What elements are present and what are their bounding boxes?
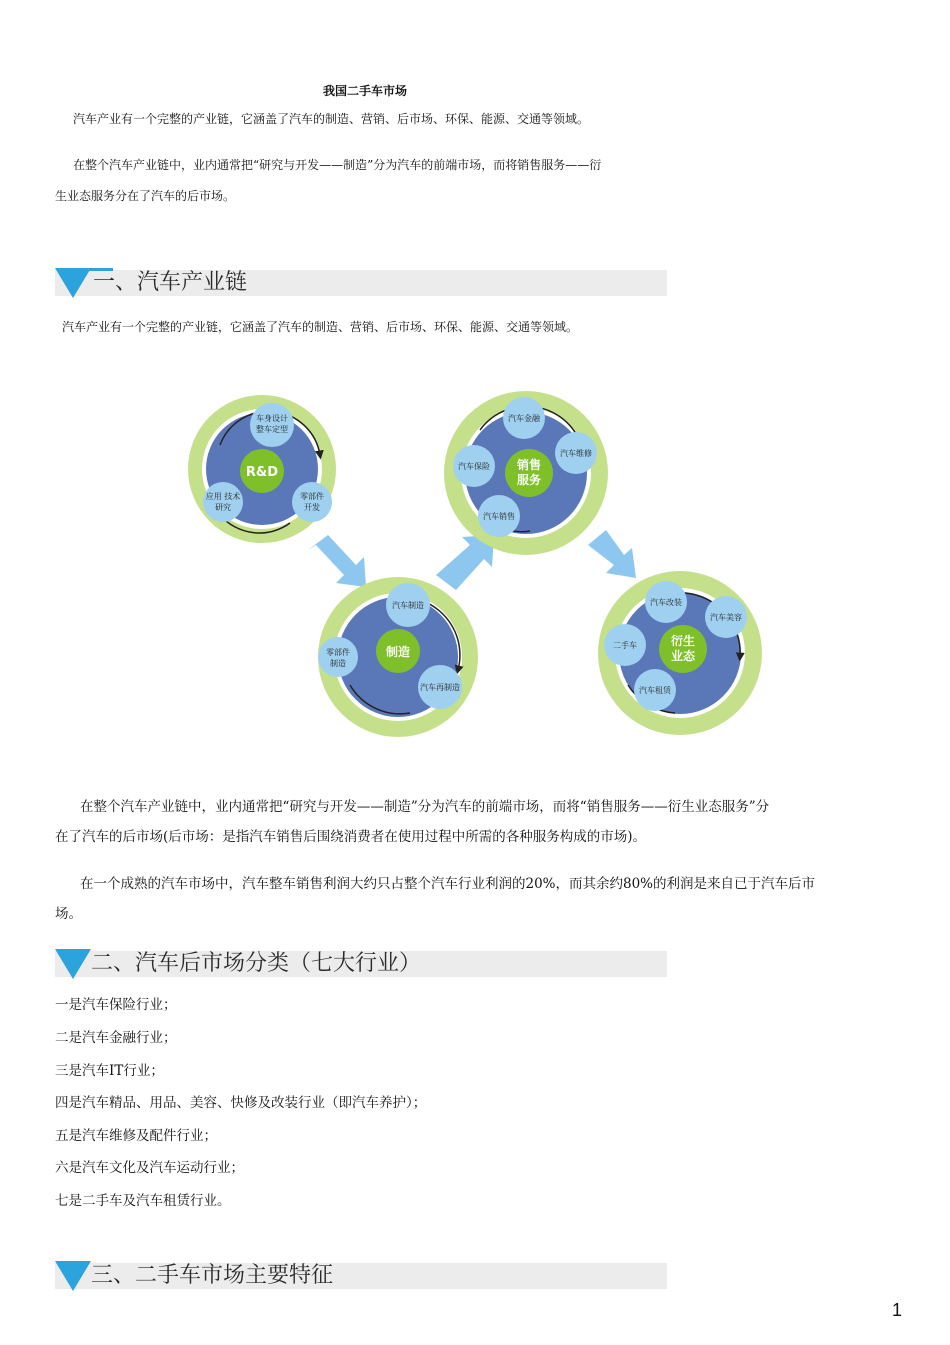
manufacturing-item-vehicle: 汽车制造 (392, 601, 424, 610)
sales-item-insurance: 汽车保险 (458, 462, 490, 471)
derived-item-modification: 汽车改装 (650, 598, 682, 607)
section-heading-2-text: 二、汽车后市场分类（七大行业） (91, 951, 422, 976)
section-heading-3 (55, 1261, 667, 1291)
rd-center-label: R&D (245, 465, 279, 480)
derived-center-line2: 业态 (670, 649, 696, 663)
manufacturing-center-label: 制造 (385, 645, 411, 659)
derived-business-circle (598, 571, 762, 735)
flow-arrow-rd-to-manufacturing (308, 535, 366, 587)
paragraph-2-line2: 在了汽车的后市场(后市场：是指汽车销售后围绕消费者在使用过程中所需的各种服务构成的市场)。 (55, 829, 647, 845)
list-item: 三是汽车IT行业； (55, 1063, 164, 1079)
section-heading-1 (55, 268, 667, 298)
list-item: 五是汽车维修及配件行业； (55, 1128, 217, 1144)
intro-paragraph-2-line1: 在整个汽车产业链中，业内通常把“研究与开发——制造”分为汽车的前端市场，而将销售服务——衍 (73, 158, 602, 172)
industry-chain-diagram (180, 385, 780, 745)
derived-item-rental: 汽车租赁 (639, 686, 671, 695)
derived-center-line1: 衍生 (670, 634, 696, 648)
derived-item-used-car: 二手车 (613, 641, 637, 650)
manufacturing-item-parts: 零部件 (326, 648, 350, 657)
derived-item-beauty: 汽车美容 (710, 613, 742, 622)
rd-item-research: 研究 (215, 503, 231, 512)
rd-item-body-design: 车身设计 (256, 414, 288, 423)
rd-circle (188, 395, 336, 543)
rd-item-parts: 零部件 (300, 492, 324, 501)
sales-service-circle (444, 391, 608, 555)
flow-arrow-sales-to-derived (588, 530, 636, 578)
sales-center-line1: 销售 (516, 458, 542, 472)
manufacturing-circle (318, 577, 478, 737)
manufacturing-item-parts-2: 制造 (330, 659, 346, 668)
rd-item-vehicle-finalize: 整车定型 (256, 425, 288, 434)
sales-item-repair: 汽车维修 (560, 449, 592, 458)
sales-item-sales: 汽车销售 (483, 512, 515, 521)
sales-item-finance: 汽车金融 (508, 414, 540, 423)
section-heading-3-text: 三、二手车市场主要特征 (91, 1263, 334, 1288)
paragraph-2-line1: 在整个汽车产业链中，业内通常把“研究与开发——制造”分为汽车的前端市场，而将“销售服务——衍生业态服务”分 (80, 799, 770, 815)
manufacturing-item-remanufacture: 汽车再制造 (420, 683, 460, 692)
paragraph-3-line1: 在一个成熟的汽车市场中，汽车整车销售利润大约只占整个汽车行业利润的20%，而其余约80%的利润是来自已于汽车后市 (80, 876, 816, 892)
list-item: 六是汽车文化及汽车运动行业； (55, 1160, 244, 1176)
section1-paragraph: 汽车产业有一个完整的产业链，它涵盖了汽车的制造、营销、后市场、环保、能源、交通等领域。 (62, 320, 579, 334)
intro-paragraph-2-line2: 生业态服务分在了汽车的后市场。 (55, 189, 236, 203)
sales-center-line2: 服务 (516, 473, 542, 487)
page-number: 1 (891, 1300, 902, 1320)
list-item: 一是汽车保险行业； (55, 997, 177, 1013)
list-item: 二是汽车金融行业； (55, 1030, 177, 1046)
section-heading-1-text: 一、汽车产业链 (93, 270, 248, 295)
rd-item-development: 开发 (304, 503, 320, 512)
intro-paragraph-1: 汽车产业有一个完整的产业链，它涵盖了汽车的制造、营销、后市场、环保、能源、交通等领域。 (73, 112, 590, 126)
list-item: 七是二手车及汽车租赁行业。 (55, 1193, 231, 1209)
document-title: 我国二手车市场 (322, 84, 407, 98)
rd-item-applied-tech: 应用 技术 (205, 492, 241, 501)
section-heading-2 (55, 949, 667, 979)
list-item: 四是汽车精品、用品、美容、快修及改装行业（即汽车养护）； (55, 1095, 427, 1111)
paragraph-3-line2: 场。 (55, 906, 82, 922)
